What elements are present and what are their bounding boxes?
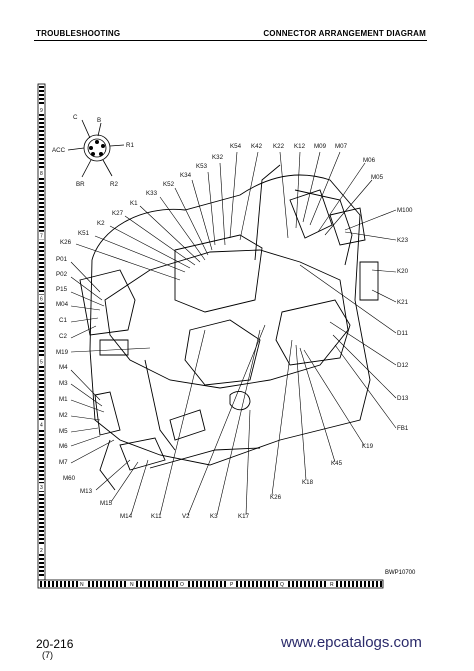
grid-column-label: R [330,582,334,588]
grid-column-label: Q [280,582,284,588]
grid-tick [39,214,44,216]
grid-tick [39,366,44,368]
grid-tick [312,581,314,587]
grid-row-label: 8 [40,170,43,177]
grid-tick [39,382,44,384]
grid-tick [344,581,346,587]
connector-label: M3 [59,380,68,387]
grid-tick [120,581,122,587]
connector-label: FB1 [397,425,409,432]
grid-tick [39,246,44,248]
grid-tick [112,581,114,587]
grid-tick [348,581,350,587]
grid-tick [39,514,44,516]
connector-label: M19 [56,349,69,356]
grid-tick [39,494,44,496]
grid-tick [240,581,242,587]
connector-label: M09 [314,143,327,150]
grid-tick [204,581,206,587]
grid-tick [39,222,44,224]
grid-tick [39,226,44,228]
grid-tick [272,581,274,587]
grid-tick [39,542,44,544]
grid-tick [276,581,278,587]
grid-tick [88,581,90,587]
grid-tick [39,182,44,184]
grid-tick [208,581,210,587]
connector-label: M14 [120,513,133,520]
grid-tick [39,322,44,324]
grid-tick [164,581,166,587]
grid-tick [39,218,44,220]
grid-tick [39,122,44,124]
grid-tick [324,581,326,587]
grid-tick [236,581,238,587]
grid-tick [39,274,44,276]
grid-tick [116,581,118,587]
connector-labels [52,114,413,520]
connector-label: K23 [397,237,409,244]
connector-label: K2 [97,220,105,227]
grid-tick [39,510,44,512]
connector-label: M5 [59,428,68,435]
grid-tick [39,150,44,152]
grid-tick [39,114,44,116]
grid-tick [39,518,44,520]
grid-tick [39,478,44,480]
grid-tick [39,318,44,320]
grid-tick [124,581,126,587]
connector-label: M100 [397,207,413,214]
grid-tick [52,581,54,587]
grid-tick [39,258,44,260]
terminal-label-c: C [73,114,78,121]
connector-label: P01 [56,256,68,263]
connector-label: M6 [59,443,68,450]
connector-label: K26 [60,239,72,246]
grid-tick [39,458,44,460]
grid-tick [39,270,44,272]
grid-tick [72,581,74,587]
grid-tick [39,506,44,508]
grid-tick [39,94,44,96]
grid-tick [39,102,44,104]
page-number: 20-216 [36,637,74,651]
grid-tick [39,534,44,536]
grid-tick [39,538,44,540]
connector-label: K1 [130,200,138,207]
grid-tick [39,554,44,556]
terminal-label-r2: R2 [110,181,118,188]
connector-label: K52 [163,181,175,188]
grid-tick [96,581,98,587]
grid-tick [76,581,78,587]
grid-tick [39,202,44,204]
watermark-url[interactable]: www.epcatalogs.com [281,634,422,651]
grid-tick [372,581,374,587]
terminal-label-b: B [97,117,102,124]
grid-row-label: 4 [40,422,43,429]
revision-number: (7) [42,650,53,660]
drawing-id: BWP10700 [385,570,416,576]
grid-tick [39,98,44,100]
key-switch-inset [68,120,124,177]
connector-label: M60 [63,475,76,482]
connector-label: K51 [78,230,90,237]
grid-tick [39,434,44,436]
grid-tick [48,581,50,587]
grid-tick [39,498,44,500]
grid-tick [39,310,44,312]
grid-tick [39,562,44,564]
connector-label: K3 [210,513,218,520]
grid-tick [39,454,44,456]
grid-tick [39,126,44,128]
connector-label: K18 [302,479,314,486]
grid-tick [39,346,44,348]
grid-tick [39,134,44,136]
connector-label: K17 [238,513,250,520]
terminal-label-acc: ACC [52,147,66,154]
connector-label: M07 [335,143,348,150]
grid-tick [300,581,302,587]
grid-row-label: 3 [40,485,43,492]
grid-tick [340,581,342,587]
grid-tick [39,230,44,232]
grid-row-label: 5 [40,359,43,366]
grid-tick [92,581,94,587]
section-title: TROUBLESHOOTING [36,29,121,38]
machine-frame-drawing [80,165,378,490]
grid-tick [316,581,318,587]
grid-tick [39,154,44,156]
grid-tick [152,581,154,587]
connector-label: C2 [59,333,67,340]
connector-label: D11 [397,330,408,337]
grid-tick [39,266,44,268]
grid-tick [39,414,44,416]
connector-label: K22 [273,143,285,150]
grid-tick [39,406,44,408]
grid-tick [39,162,44,164]
grid-tick [104,581,106,587]
connector-label: K34 [180,172,192,179]
grid-tick [256,581,258,587]
grid-tick [68,581,70,587]
grid-tick [100,581,102,587]
grid-tick [360,581,362,587]
grid-tick [188,581,190,587]
grid-tick [364,581,366,587]
grid-tick [40,581,42,587]
grid-tick [288,581,290,587]
grid-tick [39,410,44,412]
grid-tick [39,286,44,288]
grid-tick [380,581,382,587]
grid-tick [39,350,44,352]
grid-tick [39,430,44,432]
grid-tick [39,446,44,448]
grid-tick [39,178,44,180]
grid-tick [376,581,378,587]
grid-tick [39,190,44,192]
grid-tick [39,574,44,576]
grid-tick [140,581,142,587]
grid-tick [39,566,44,568]
grid-tick [39,282,44,284]
connector-label: P02 [56,271,68,278]
grid-tick [39,86,44,88]
grid-tick [200,581,202,587]
connector-label: M7 [59,459,68,466]
grid-tick [39,118,44,120]
connector-label: M15 [100,500,113,507]
connector-label: K12 [294,143,306,150]
leader-lines [71,152,396,515]
grid-tick [39,342,44,344]
grid-tick [252,581,254,587]
connector-label: K42 [251,143,263,150]
grid-tick [39,470,44,472]
connector-label: M05 [371,174,384,181]
connector-label: C1 [59,317,67,324]
connector-label: K54 [230,143,242,150]
grid-tick [39,462,44,464]
grid-tick [39,306,44,308]
grid-tick [39,242,44,244]
grid-column-label: N [130,582,134,588]
connector-label: M1 [59,396,68,403]
grid-tick [39,530,44,532]
grid-ticks-left [39,86,44,576]
grid-tick [56,581,58,587]
connector-label: D13 [397,395,409,402]
grid-column-label: N [80,582,84,588]
grid-tick [320,581,322,587]
grid-tick [39,198,44,200]
grid-tick [39,326,44,328]
connector-label: M4 [59,364,68,371]
grid-tick [39,418,44,420]
grid-tick [39,378,44,380]
connector-label: K45 [331,460,343,467]
grid-tick [192,581,194,587]
grid-tick [39,130,44,132]
grid-tick [39,210,44,212]
grid-column-label: O [180,582,184,588]
grid-tick [336,581,338,587]
grid-tick [39,466,44,468]
grid-tick [356,581,358,587]
grid-tick [39,390,44,392]
grid-tick [224,581,226,587]
grid-tick [196,581,198,587]
grid-tick [39,146,44,148]
grid-tick [39,526,44,528]
grid-tick [39,262,44,264]
grid-tick [39,290,44,292]
grid-tick [39,250,44,252]
grid-tick [39,334,44,336]
grid-tick [368,581,370,587]
connector-label: K27 [112,210,124,217]
grid-tick [64,581,66,587]
grid-tick [172,581,174,587]
grid-tick [39,374,44,376]
grid-tick [39,138,44,140]
grid-row-label: 6 [40,296,43,303]
grid-tick [136,581,138,587]
grid-tick [39,502,44,504]
connector-label: P15 [56,286,68,293]
grid-tick [39,438,44,440]
grid-tick [39,402,44,404]
grid-tick [39,442,44,444]
grid-tick [39,314,44,316]
connector-label: K21 [397,299,409,306]
grid-tick [39,394,44,396]
grid-tick [168,581,170,587]
connector-label: K20 [397,268,409,275]
grid-tick [39,330,44,332]
connector-label: K33 [146,190,158,197]
grid-tick [160,581,162,587]
grid-tick [296,581,298,587]
grid-tick [39,166,44,168]
connector-label: M06 [363,157,376,164]
grid-tick [39,278,44,280]
grid-tick [39,194,44,196]
connector-label: K19 [362,443,374,450]
grid-tick [212,581,214,587]
connector-label: M2 [59,412,68,419]
connector-label: K11 [151,513,162,520]
grid-tick [39,90,44,92]
grid-tick [39,158,44,160]
grid-tick [39,354,44,356]
grid-tick [108,581,110,587]
grid-tick [39,370,44,372]
grid-tick [39,558,44,560]
grid-tick [39,386,44,388]
grid-column-label: P [230,582,234,588]
grid-row-label: 2 [40,548,43,554]
terminal-label-br: BR [76,181,85,188]
grid-tick [39,186,44,188]
grid-tick [304,581,306,587]
grid-tick [39,398,44,400]
grid-tick [244,581,246,587]
connector-label: K26 [270,494,282,501]
grid-tick [176,581,178,587]
grid-tick [39,254,44,256]
grid-tick [39,338,44,340]
grid-tick [144,581,146,587]
grid-row-label: 9 [40,108,43,114]
grid-tick [60,581,62,587]
grid-tick [220,581,222,587]
terminal-label-r1: R1 [126,142,134,149]
connector-label: K32 [212,154,224,161]
grid-tick [156,581,158,587]
grid-tick [39,142,44,144]
connector-label: M13 [80,488,93,495]
grid-tick [39,570,44,572]
grid-tick [352,581,354,587]
grid-tick [148,581,150,587]
grid-tick [264,581,266,587]
grid-tick [268,581,270,587]
grid-tick [39,474,44,476]
grid-row-label: 7 [40,233,43,240]
page-title: CONNECTOR ARRANGEMENT DIAGRAM [263,29,426,38]
connector-label: K53 [196,163,208,170]
grid-tick [260,581,262,587]
connector-label: M04 [56,301,69,308]
grid-tick [308,581,310,587]
grid-tick [39,522,44,524]
grid-tick [292,581,294,587]
connector-label: D12 [397,362,409,369]
connector-label: V2 [182,513,190,520]
grid-tick [39,450,44,452]
grid-tick [44,581,46,587]
grid-tick [248,581,250,587]
grid-tick [39,206,44,208]
grid-tick [216,581,218,587]
